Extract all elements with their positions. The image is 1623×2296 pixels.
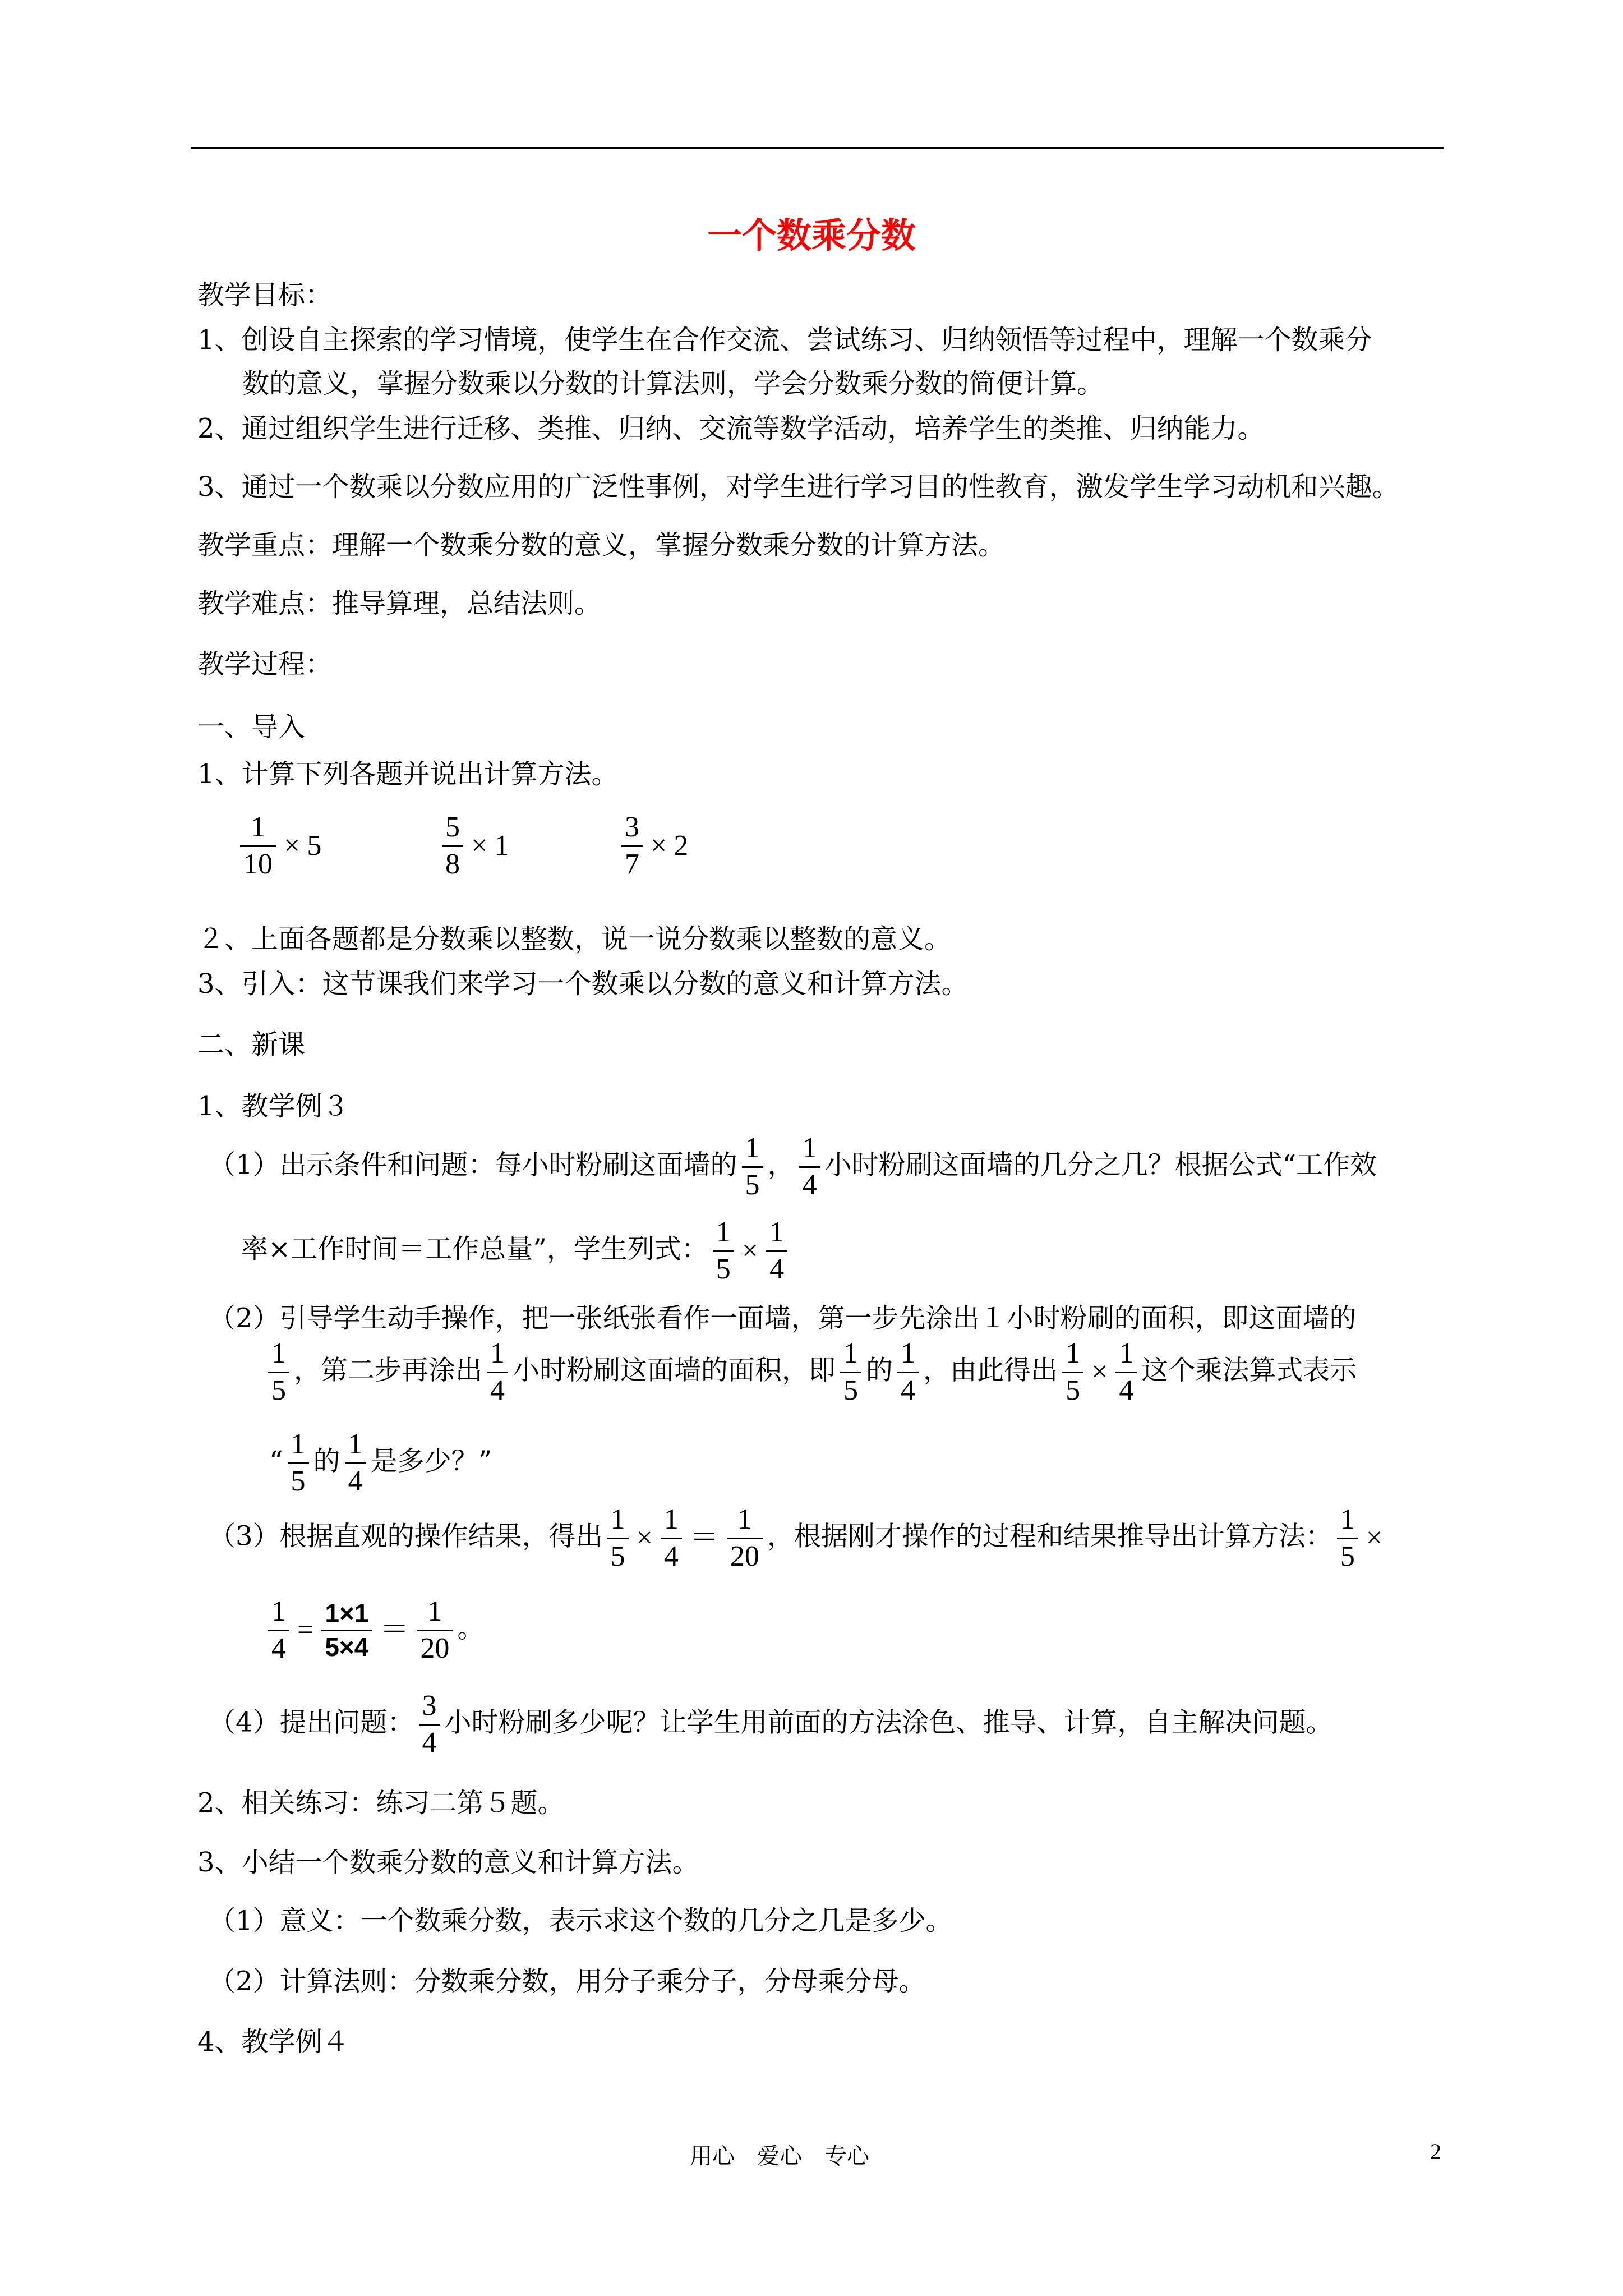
section-2-heading: 二、新课 <box>197 1029 306 1060</box>
step-2-2: 2、相关练习：练习二第５题。 <box>197 1787 565 1819</box>
goal-1: 1、创设自主探索的学习情境，使学生在合作交流、尝试练习、归纳领悟等过程中，理解一个数乘分 <box>197 324 1372 356</box>
para-1-line-2: 率×工作时间＝工作总量”，学生列式： $\frac{1}{5}$ × $\frac{1}{4}$ <box>241 1217 792 1285</box>
step-1-1: 1、计算下列各题并说出计算方法。 <box>197 758 619 790</box>
document-title: 一个数乘分数 <box>707 215 916 256</box>
goal-2: 2、通过组织学生进行迁移、类推、归纳、交流等数学活动，培养学生的类推、归纳能力。 <box>197 413 1265 444</box>
para-2-line-1: （2）引导学生动手操作，把一张纸张看作一面墙，第一步先涂出１小时粉刷的面积，即这面墙的 <box>209 1303 1357 1334</box>
goal-3: 3、通过一个数乘以分数应用的广泛性事例，对学生进行学习目的性教育，激发学生学习动机和兴趣。 <box>197 471 1399 503</box>
para-1-line-1: （1）出示条件和问题：每小时粉刷这面墙的 $\frac{1}{5}$ ， $\frac{1}{4}$ 小时粉刷这面墙的几分之几？根据公式“工作效 <box>209 1132 1377 1201</box>
summary-2: （2）计算法则：分数乘分数，用分子乘分子，分母乘分母。 <box>209 1966 926 1997</box>
summary-1: （1）意义：一个数乘分数，表示求这个数的几分之几是多少。 <box>209 1905 953 1936</box>
page-number: 2 <box>1430 2139 1441 2164</box>
process-heading: 教学过程： <box>197 648 333 680</box>
para-2-line-3: “ $\frac{1}{5}$ 的 $\frac{1}{4}$ 是多少？” <box>269 1428 492 1497</box>
key-point: 教学重点：理解一个数乘分数的意义，掌握分数乘分数的计算方法。 <box>197 530 1006 561</box>
goal-heading: 教学目标： <box>197 279 333 311</box>
footer-text: 用心 爱心 专心 <box>690 2143 869 2169</box>
exercise-3: $\frac{3}{7}$ × 2 <box>617 812 691 880</box>
step-2-4: 4、教学例４ <box>197 2026 349 2058</box>
para-4: （4）提出问题： $\frac{3}{4}$ 小时粉刷多少呢？让学生用前面的方法涂色、推导、计算，自主解决问题。 <box>209 1690 1333 1759</box>
para-2-line-2: $\frac{1}{5}$ ，第二步再涂出 $\frac{1}{4}$ 小时粉刷这面墙的面积，即 $\frac{1}{5}$ 的 $\frac{1}{4}$ ，由此得出 $\frac{1}{5}$ × $\frac{1}{4}$ 这个乘法算式表示 <box>264 1338 1357 1406</box>
difficulty: 教学难点：推导算理，总结法则。 <box>197 588 602 619</box>
header-rule <box>191 147 1444 149</box>
goal-1-cont: 数的意义，掌握分数乘以分数的计算法则，学会分数乘分数的简便计算。 <box>242 368 1104 399</box>
fraction: $\frac{5}{8}$ <box>442 812 463 880</box>
exercise-1: $\frac{1}{10}$ × 5 <box>236 812 325 880</box>
exercise-2: $\frac{5}{8}$ × 1 <box>437 812 512 880</box>
section-1-heading: 一、导入 <box>197 711 306 743</box>
fraction: $\frac{1}{10}$ <box>240 812 276 880</box>
para-3-line-1: （3）根据直观的操作结果，得出 $\frac{1}{5}$ × $\frac{1}{4}$ ＝ $\frac{1}{20}$ ，根据刚才操作的过程和结果推导出计算方法： $\frac{1}{5}$ × <box>209 1503 1383 1572</box>
step-1-2: ２、上面各题都是分数乘以整数，说一说分数乘以整数的意义。 <box>197 923 952 955</box>
step-2-1: 1、教学例３ <box>197 1091 349 1122</box>
step-1-3: 3、引入：这节课我们来学习一个数乘以分数的意义和计算方法。 <box>197 968 969 1000</box>
fraction: $\frac{3}{7}$ <box>621 812 643 880</box>
step-2-3: 3、小结一个数乘分数的意义和计算方法。 <box>197 1847 699 1878</box>
para-3-line-2: $\frac{1}{4}$ = $\frac{1\times 1}{5\times 4}$ ＝ $\frac{1}{20}$ 。 <box>264 1596 484 1664</box>
